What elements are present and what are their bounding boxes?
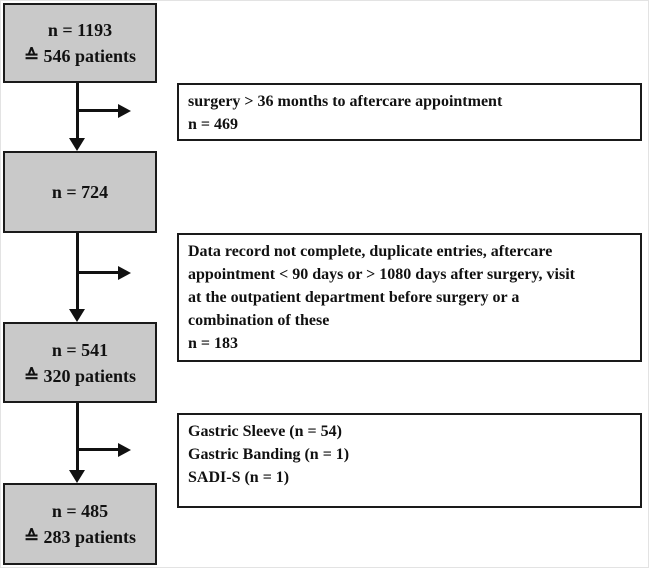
patient-box-2 — [3, 151, 157, 233]
branch-arrow-2-shaft — [77, 271, 119, 274]
branch-arrow-3-arrowhead-right-icon — [118, 443, 131, 457]
exclusion-box-2-line-4: combination of these — [188, 312, 330, 329]
branch-arrow-1-shaft — [77, 109, 119, 112]
branch-arrow-2-arrowhead-right-icon — [118, 266, 131, 280]
patient-box-3-line-2: ≙ 320 patients — [23, 365, 137, 386]
exclusion-box-1 — [177, 83, 642, 141]
patient-box-1-line-2: ≙ 546 patients — [23, 46, 137, 66]
patient-box-3-line-1: n = 541 — [51, 339, 109, 360]
branch-arrow-1-arrowhead-right-icon — [118, 104, 131, 118]
exclusion-box-2-line-5: n = 183 — [188, 335, 239, 352]
branch-arrow-3-shaft — [77, 448, 119, 451]
exclusion-box-1-line-2: n = 469 — [188, 116, 239, 133]
exclusion-box-2-line-1: Data record not complete, duplicate entries, aftercare — [188, 243, 553, 260]
flow-arrow-1-arrowhead-down-icon — [69, 138, 85, 151]
patient-box-4 — [3, 483, 157, 565]
exclusion-box-2-line-3: at the outpatient department before surgery or a — [188, 289, 520, 306]
patient-box-1-line-1: n = 1193 — [47, 20, 113, 40]
patient-box-3 — [3, 322, 157, 403]
exclusion-box-3 — [177, 413, 642, 508]
patient-box-4-line-2: ≙ 283 patients — [23, 527, 137, 547]
flow-arrow-2-arrowhead-down-icon — [69, 309, 85, 322]
exclusion-box-1-line-1: surgery > 36 months to aftercare appointment — [188, 93, 503, 110]
flow-arrow-3-shaft — [76, 403, 79, 471]
patient-box-4-line-1: n = 485 — [51, 501, 109, 521]
exclusion-box-3-line-2: Gastric Banding (n = 1) — [188, 446, 350, 463]
exclusion-box-3-line-1: Gastric Sleeve (n = 54) — [188, 423, 342, 440]
exclusion-box-2-line-2: appointment < 90 days or > 1080 days after surgery, visit — [188, 266, 575, 283]
flow-arrow-3-arrowhead-down-icon — [69, 470, 85, 483]
exclusion-box-2 — [177, 233, 642, 362]
patient-box-1 — [3, 3, 157, 83]
exclusion-box-3-line-3: SADI-S (n = 1) — [188, 469, 290, 486]
patient-box-2-line-1: n = 724 — [51, 182, 109, 202]
